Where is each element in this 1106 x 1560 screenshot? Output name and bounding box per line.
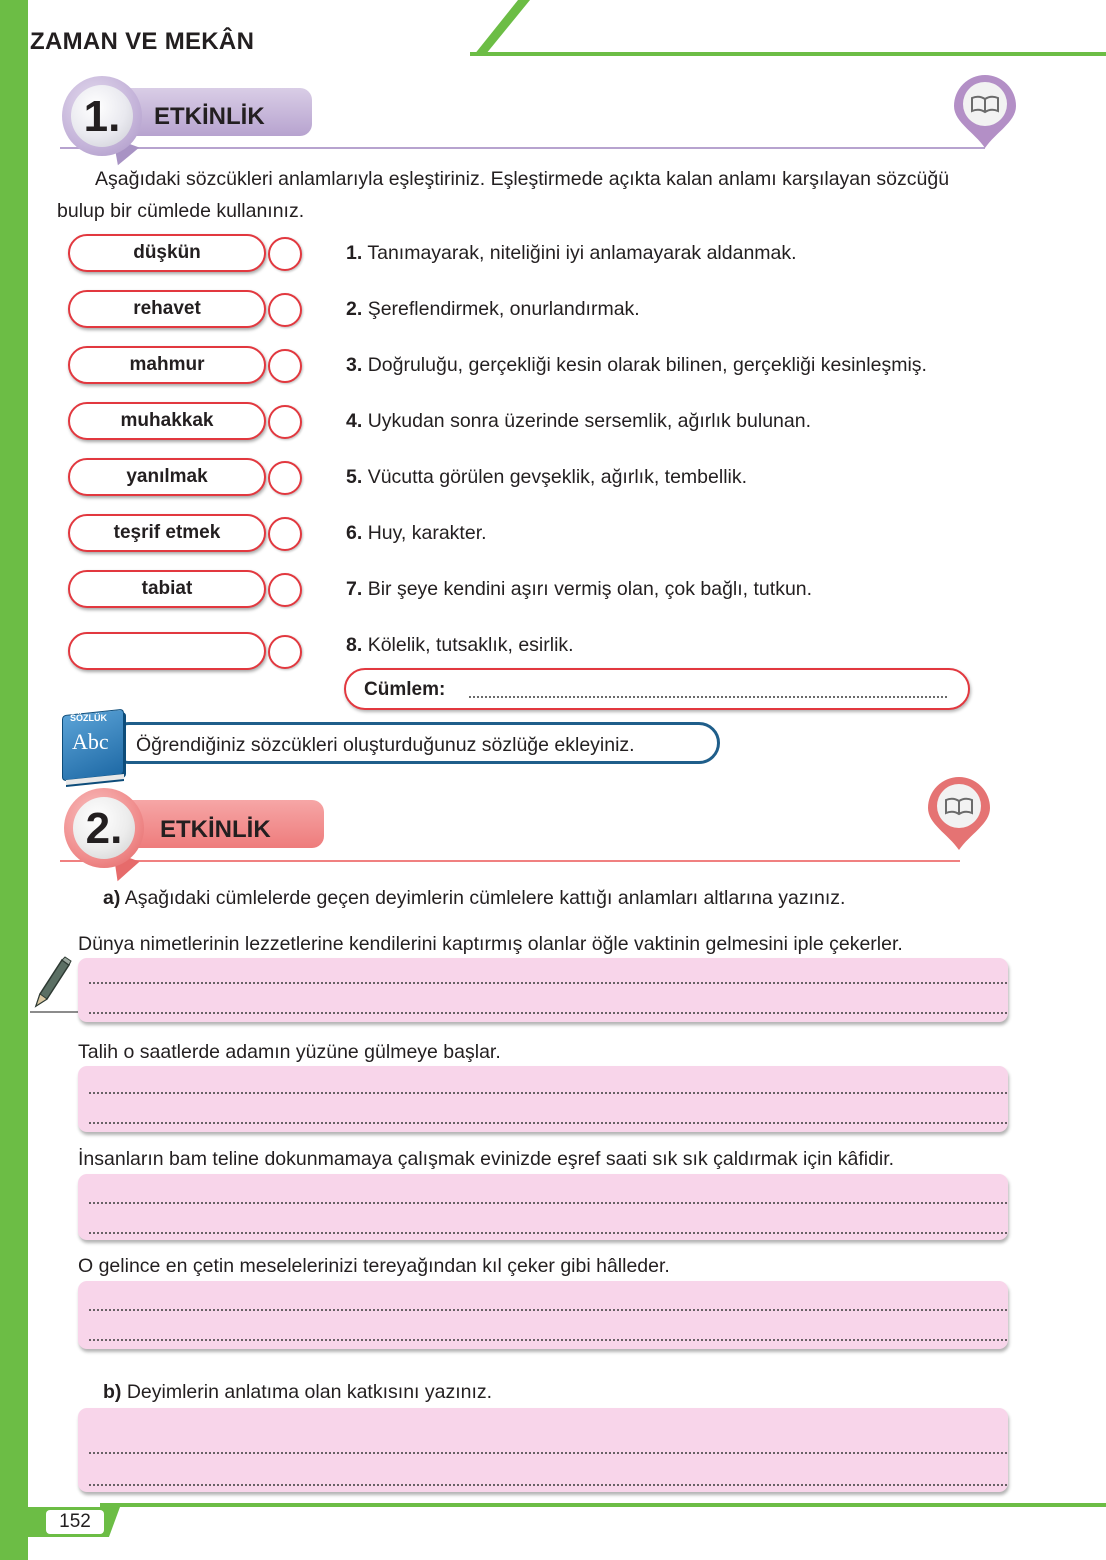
part-b-instruction: [103, 1381, 492, 1404]
idiom-sentence: Dünya nimetlerinin lezzetlerine kendilerini kaptırmış olanlar öğle vaktinin gelmesini iple çekerler.: [78, 933, 903, 955]
sentence-dotted-line: [468, 696, 948, 698]
definition-item: [346, 242, 797, 265]
definition-text: Kölelik, tutsaklık, esirlik.: [367, 634, 574, 656]
match-circle[interactable]: [268, 635, 302, 669]
definition-number: 7.: [346, 578, 363, 600]
activity1-number: 1.: [83, 92, 121, 141]
definition-item: [346, 634, 574, 657]
definition-item: [346, 354, 927, 377]
match-circle[interactable]: [268, 293, 302, 327]
dictionary-note: Öğrendiğiniz sözcükleri oluşturduğunuz sözlüğe ekleyiniz.: [136, 734, 635, 756]
footer-rule: [100, 1503, 1106, 1507]
definition-item: [346, 522, 487, 545]
part-a-text: Aşağıdaki cümlelerde geçen deyimlerin cümlelere kattığı anlamları altlarına yazınız.: [124, 887, 846, 909]
dotted-line: [88, 1092, 1008, 1094]
dotted-line: [88, 1452, 1008, 1454]
match-circle[interactable]: [268, 349, 302, 383]
answer-area[interactable]: [78, 1281, 1008, 1349]
definition-text: Vücutta görülen gevşeklik, ağırlık, tembellik.: [367, 466, 748, 488]
dotted-line: [88, 1122, 1008, 1124]
dotted-line: [88, 982, 1008, 984]
dotted-line: [88, 1202, 1008, 1204]
definition-text: Bir şeye kendini aşırı vermiş olan, çok bağlı, tutkun.: [367, 578, 813, 600]
dictionary-icon-label: SÖZLÜK: [70, 713, 107, 723]
definition-number: 4.: [346, 410, 363, 432]
dotted-line: [88, 1232, 1008, 1234]
match-circle[interactable]: [268, 461, 302, 495]
answer-area[interactable]: [78, 1066, 1008, 1132]
answer-area[interactable]: [78, 958, 1008, 1022]
definition-item: [346, 578, 812, 601]
match-circle[interactable]: [268, 405, 302, 439]
answer-area[interactable]: [78, 1408, 1008, 1492]
definition-number: 3.: [346, 354, 363, 376]
dotted-line: [88, 1484, 1008, 1486]
part-b-text: Deyimlerin anlatıma olan katkısını yazınız.: [126, 1381, 493, 1403]
left-green-bar: [0, 0, 28, 1560]
definition-number: 8.: [346, 634, 363, 656]
activity1-instruction: Aşağıdaki sözcükleri anlamlarıyla eşleştiriniz. Eşleştirmede açıkta kalan anlamı karşılayan sözcüğü bulup bir cümlede kullanınız.: [57, 168, 950, 222]
book-pin-icon: [926, 776, 992, 852]
answer-area[interactable]: [78, 1174, 1008, 1240]
dictionary-book-icon: [60, 709, 126, 781]
activity2-rule: [60, 860, 960, 862]
book-pin-icon: [952, 74, 1018, 150]
definition-number: 6.: [346, 522, 363, 544]
idiom-sentence: İnsanların bam teline dokunmamaya çalışmak evinizde eşref saati sık sık çaldırmak için kâfidir.: [78, 1148, 895, 1170]
part-b-label: b): [103, 1381, 122, 1403]
activity1-label: ETKİNLİK: [154, 103, 265, 130]
activity1-rule: [60, 147, 985, 149]
idiom-sentence: Talih o saatlerde adamın yüzüne gülmeye başlar.: [78, 1041, 501, 1063]
dotted-line: [88, 1012, 1008, 1014]
page-number: 152: [46, 1510, 104, 1534]
word-box: teşrif etmek: [68, 514, 266, 552]
idiom-sentence: O gelince en çetin meselelerinizi tereyağından kıl çeker gibi hâlleder.: [78, 1255, 670, 1277]
definition-item: [346, 298, 640, 321]
sentence-field[interactable]: [344, 668, 970, 710]
definition-number: 2.: [346, 298, 363, 320]
chapter-title: ZAMAN VE MEKÂN: [30, 28, 255, 55]
dotted-line: [88, 1339, 1008, 1341]
pencil-icon: [28, 956, 82, 1014]
definition-text: Doğruluğu, gerçekliği kesin olarak bilinen, gerçekliği kesinleşmiş.: [367, 354, 927, 376]
header-rule: [470, 52, 1106, 56]
match-circle[interactable]: [268, 573, 302, 607]
match-circle[interactable]: [268, 517, 302, 551]
definition-text: Şereflendirmek, onurlandırmak.: [367, 298, 640, 320]
part-a-label: a): [103, 887, 121, 909]
word-box: tabiat: [68, 570, 266, 608]
sentence-label: Cümlem:: [364, 679, 446, 700]
word-box: muhakkak: [68, 402, 266, 440]
dictionary-icon-text: Abc: [72, 729, 109, 754]
part-a-instruction: [103, 887, 845, 910]
definition-number: 5.: [346, 466, 363, 488]
dotted-line: [88, 1309, 1008, 1311]
definition-number: 1.: [346, 242, 363, 264]
activity2-label: ETKİNLİK: [160, 816, 271, 843]
word-box: düşkün: [68, 234, 266, 272]
word-box: mahmur: [68, 346, 266, 384]
word-box-blank[interactable]: [68, 632, 266, 670]
definition-text: Huy, karakter.: [367, 522, 487, 544]
definition-item: [346, 466, 747, 489]
definition-text: Tanımayarak, niteliğini iyi anlamayarak aldanmak.: [367, 242, 797, 264]
definition-item: [346, 410, 811, 433]
activity2-number: 2.: [85, 804, 123, 853]
word-box: yanılmak: [68, 458, 266, 496]
word-box: rehavet: [68, 290, 266, 328]
match-circle[interactable]: [268, 237, 302, 271]
definition-text: Uykudan sonra üzerinde sersemlik, ağırlık bulunan.: [367, 410, 811, 432]
